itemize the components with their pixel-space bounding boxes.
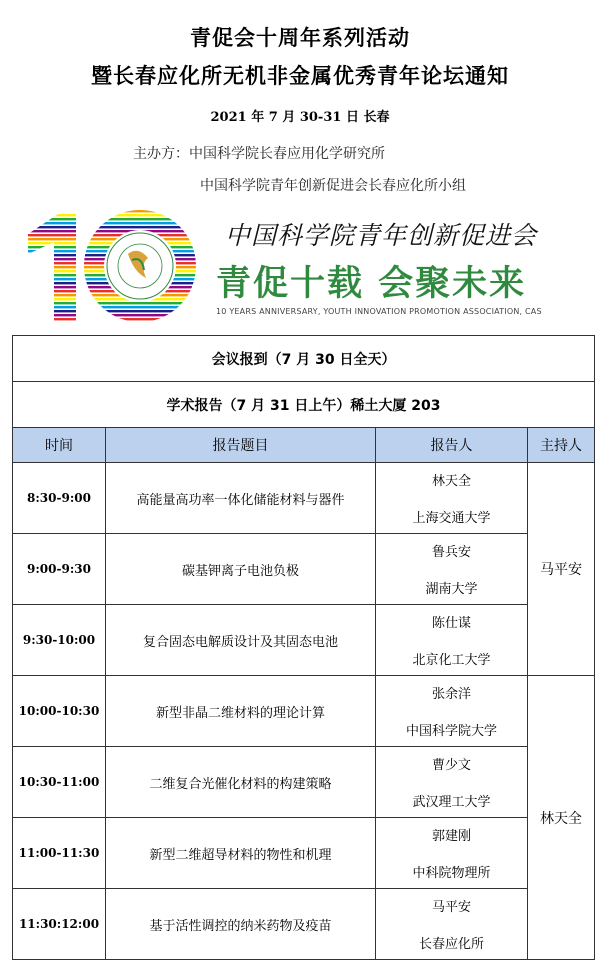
- speaker-cell: [376, 605, 528, 676]
- logo-stripe: [20, 294, 200, 296]
- host-cell: 马平安: [528, 463, 595, 676]
- logo-stripe: [20, 302, 200, 304]
- time-cell: 11:00-11:30: [13, 818, 106, 889]
- speaker-cell: [376, 463, 528, 534]
- logo-stripe: [20, 298, 200, 300]
- logo-stripe: [20, 218, 200, 220]
- logo-stripe: [20, 206, 200, 208]
- speaker-affiliation: 中科院物理所: [412, 866, 491, 881]
- event-date: 2021 年 7 月 30-31 日 长春: [210, 110, 390, 125]
- logo-stripe: [20, 310, 200, 312]
- time-cell: 8:30-9:00: [13, 463, 106, 534]
- speaker-cell: [376, 747, 528, 818]
- organizer-1: [133, 143, 385, 163]
- org-name-en: 10 YEARS ANNIVERSARY, YOUTH INNOVATION PROMOTION ASSOCIATION, CAS: [216, 307, 542, 316]
- host-cell: 林天全: [528, 676, 595, 960]
- speaker-name: 张余洋: [431, 687, 471, 702]
- speaker-name: 郭建刚: [431, 829, 471, 844]
- logo-stripe: [20, 318, 200, 320]
- anniversary-logo: [20, 206, 580, 324]
- table-row: [13, 605, 595, 676]
- topic-cell: 基于活性调控的纳米药物及疫苗: [106, 889, 376, 960]
- topic-cell: 二维复合光催化材料的构建策略: [106, 747, 376, 818]
- speaker-name: 曹少文: [431, 758, 471, 773]
- registration-banner: 会议报到（7 月 30 日全天）: [13, 336, 595, 382]
- speaker-affiliation: 上海交通大学: [412, 511, 491, 526]
- slogan: 青促十载 会聚未来: [216, 264, 527, 304]
- logo-stripe: [20, 286, 200, 288]
- time-cell: 9:30-10:00: [13, 605, 106, 676]
- speaker-affiliation: 中国科学院大学: [405, 724, 497, 739]
- topic-cell: 复合固态电解质设计及其固态电池: [106, 605, 376, 676]
- logo-stripe: [20, 306, 200, 308]
- column-header-topic: 报告题目: [106, 428, 376, 463]
- speaker-name: 陈仕谋: [431, 616, 471, 631]
- speaker-name: 马平安: [431, 900, 471, 915]
- column-header-host: 主持人: [528, 428, 595, 463]
- topic-cell: 新型二维超导材料的物性和机理: [106, 818, 376, 889]
- title-line-2: 暨长春应化所无机非金属优秀青年论坛通知: [91, 64, 509, 88]
- speaker-cell: [376, 676, 528, 747]
- speaker-cell: [376, 534, 528, 605]
- topic-cell: 高能量高功率一体化储能材料与器件: [106, 463, 376, 534]
- session-banner: 学术报告（7 月 31 日上午）稀土大厦 203: [13, 382, 595, 428]
- time-cell: 10:00-10:30: [13, 676, 106, 747]
- table-row: [13, 463, 595, 534]
- speaker-affiliation: 湖南大学: [425, 582, 478, 597]
- column-header-time: 时间: [13, 428, 106, 463]
- table-row: [13, 676, 595, 747]
- logo-stripe: [20, 322, 200, 324]
- table-row: [13, 889, 595, 960]
- organizer-2: 中国科学院青年创新促进会长春应化所小组: [200, 178, 466, 194]
- logo-stripe: [20, 322, 200, 324]
- time-cell: 11:30:12:00: [13, 889, 106, 960]
- topic-cell: 碳基钾离子电池负极: [106, 534, 376, 605]
- org-name-cn: 中国科学院青年创新促进会: [225, 221, 538, 250]
- schedule-table: [12, 335, 595, 960]
- organizer-1-name: 中国科学院长春应用化学研究所: [189, 146, 385, 162]
- time-cell: 10:30-11:00: [13, 747, 106, 818]
- logo-stripe: [20, 210, 200, 212]
- organizer-label: 主办方：: [133, 146, 189, 162]
- logo-stripe: [20, 282, 200, 284]
- speaker-affiliation: 长春应化所: [418, 937, 484, 952]
- logo-stripe: [20, 246, 200, 248]
- logo-stripe: [20, 314, 200, 316]
- speaker-affiliation: 武汉理工大学: [412, 795, 491, 810]
- logo-stripe: [20, 214, 200, 216]
- ten-years-logo-icon: [20, 206, 200, 324]
- logo-stripe: [20, 314, 200, 316]
- table-row: [13, 534, 595, 605]
- speaker-name: 林天全: [431, 474, 471, 489]
- table-row: [13, 747, 595, 818]
- logo-stripe: [20, 214, 200, 216]
- logo-stripe: [20, 210, 200, 212]
- speaker-cell: [376, 889, 528, 960]
- logo-stripe: [20, 318, 200, 320]
- speaker-affiliation: 北京化工大学: [412, 653, 491, 668]
- time-cell: 9:00-9:30: [13, 534, 106, 605]
- topic-cell: 新型非晶二维材料的理论计算: [106, 676, 376, 747]
- speaker-name: 鲁兵安: [431, 545, 471, 560]
- logo-stripe: [20, 206, 200, 208]
- title-line-1: 青促会十周年系列活动: [190, 26, 410, 50]
- table-row: [13, 818, 595, 889]
- logo-stripe: [20, 290, 200, 292]
- speaker-cell: [376, 818, 528, 889]
- column-header-speaker: 报告人: [376, 428, 528, 463]
